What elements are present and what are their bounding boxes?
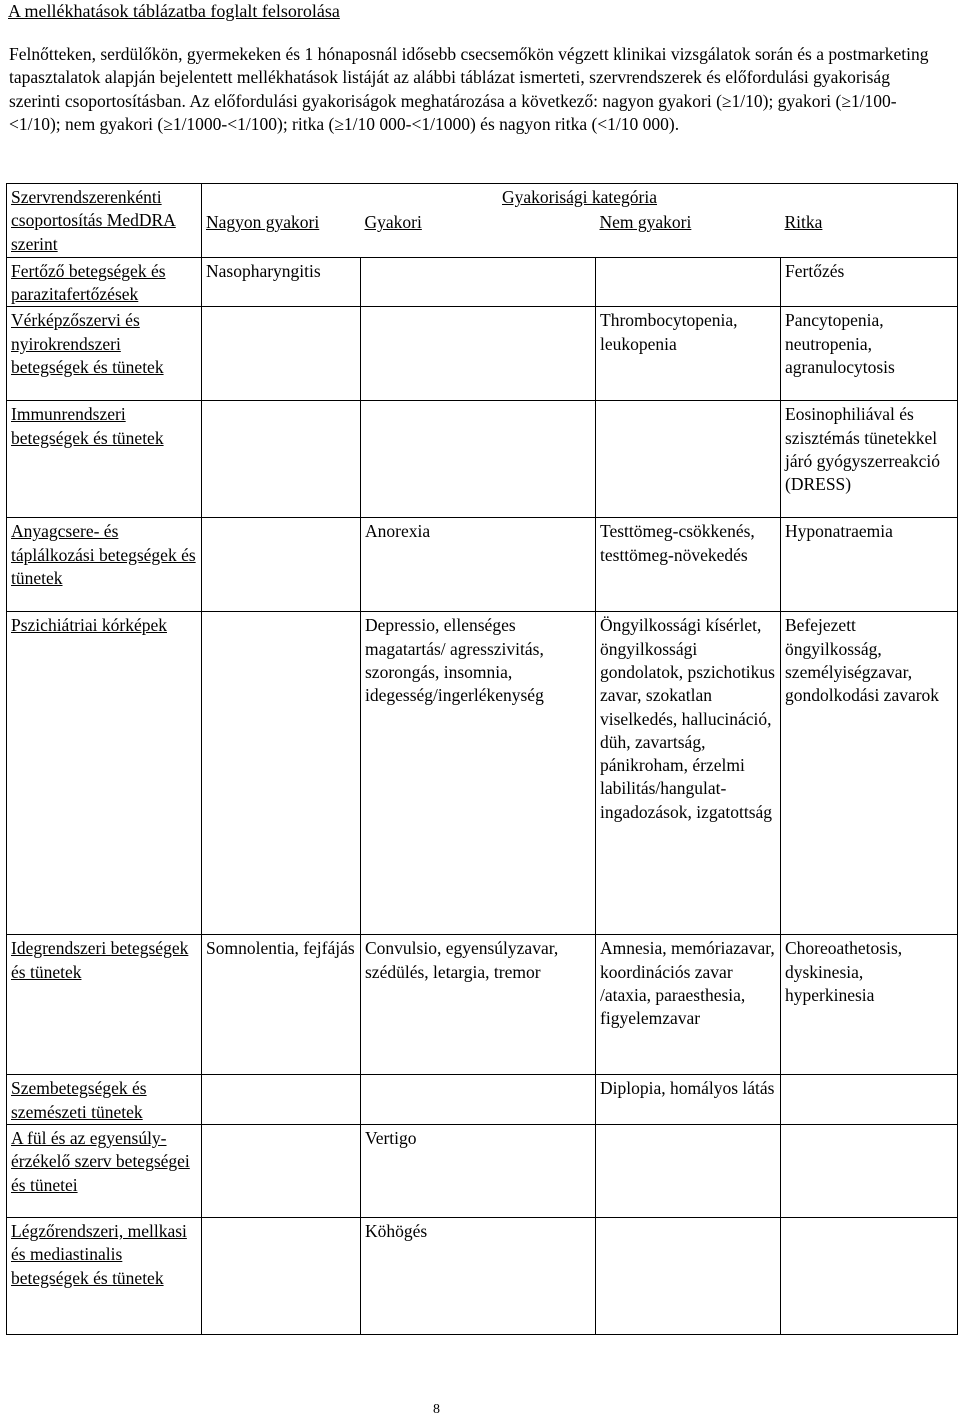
soc-cell: Szembetegségek és szemészeti tünetek [7, 1075, 202, 1125]
uncommon-cell: Öngyilkossági kísérlet, öngyilkossági gondolatok, pszichotikus zavar, szokatlan viselkedés, hallucináció, düh, zavartság, pánikroham, érzelmi labilitás/hangulat-ingadozások, izgatottság [596, 612, 781, 935]
adverse-reactions-table [6, 183, 958, 1335]
table-row [7, 307, 958, 401]
very-common-cell: Somnolentia, fejfájás [202, 935, 361, 1075]
uncommon-cell [596, 257, 781, 307]
uncommon-cell [596, 1217, 781, 1334]
table-row [7, 1217, 958, 1334]
soc-cell: Pszichiátriai kórképek [7, 612, 202, 935]
soc-cell: Anyagcsere- és táplálkozási betegségek és tünetek [7, 518, 202, 612]
column-header-common: Gyakori [364, 212, 422, 233]
soc-cell: A fül és az egyensúly-érzékelő szerv betegségei és tünetei [7, 1124, 202, 1217]
rare-cell: Eosinophiliával és szisztémás tünetekkel járó gyógyszerreakció (DRESS) [781, 401, 958, 518]
page-number: 8 [433, 1402, 440, 1417]
column-header-rare: Ritka [781, 209, 958, 257]
very-common-cell [202, 1075, 361, 1125]
very-common-cell [202, 401, 361, 518]
table-row [7, 257, 958, 307]
soc-column-header: Szervrendszerenkénti csoportosítás MedDRA szerint [7, 184, 202, 258]
uncommon-cell: Diplopia, homályos látás [596, 1075, 781, 1125]
very-common-cell [202, 307, 361, 401]
table-row [7, 1075, 958, 1125]
table-row [7, 518, 958, 612]
common-cell: Köhögés [361, 1217, 596, 1334]
column-header-uncommon: Nem gyakori [599, 212, 692, 233]
uncommon-cell [596, 401, 781, 518]
intro-paragraph: Felnőtteken, serdülőkön, gyermekeken és 1 hónaposnál idősebb csecsemőkön végzett klinikai vizsgálatok során és a postmarketing tapasztalatok alapján bejelentett mellékhatások listáját az alábbi táblázat ismerteti, szervrendszerek és előfordulási gyakoriság szerinti csoportosításban. Az előfordulási gyakoriságok meghatározása a következő: nagyon gyakori (≥1/10); gyakori (≥1/100-<1/10); nem gyakori (≥1/1000-<1/100); ritka (≥1/10 000-<1/1000) és nagyon ritka (<1/10 000). [9, 44, 929, 134]
soc-cell: Vérképzőszervi és nyirokrendszeri betegségek és tünetek [7, 307, 202, 401]
uncommon-cell: Thrombocytopenia, leukopenia [596, 307, 781, 401]
common-cell: Convulsio, egyensúlyzavar, szédülés, letargia, tremor [361, 935, 596, 1075]
rare-cell: Befejezett öngyilkosság, személyiségzavar, gondolkodási zavarok [781, 612, 958, 935]
soc-cell: Légzőrendszeri, mellkasi és mediastinalis betegségek és tünetek [7, 1217, 202, 1334]
very-common-cell [202, 1217, 361, 1334]
soc-cell: Immunrendszeri betegségek és tünetek [7, 401, 202, 518]
rare-cell: Pancytopenia, neutropenia, agranulocytosis [781, 307, 958, 401]
rare-cell: Hyponatraemia [781, 518, 958, 612]
table-header-row [7, 184, 958, 210]
uncommon-cell: Testtömeg-csökkenés, testtömeg-növekedés [596, 518, 781, 612]
very-common-cell [202, 518, 361, 612]
uncommon-cell: Amnesia, memóriazavar, koordinációs zavar /ataxia, paraesthesia, figyelemzavar [596, 935, 781, 1075]
very-common-cell: Nasopharyngitis [202, 257, 361, 307]
uncommon-cell [596, 1124, 781, 1217]
rare-cell [781, 1124, 958, 1217]
column-header-very-common: Nagyon gyakori [202, 209, 361, 257]
rare-cell: Fertőzés [781, 257, 958, 307]
soc-cell: Idegrendszeri betegségek és tünetek [7, 935, 202, 1075]
common-cell: Depressio, ellenséges magatartás/ agresszivitás, szorongás, insomnia, idegesség/ingerlékenység [361, 612, 596, 935]
very-common-cell [202, 1124, 361, 1217]
common-cell [361, 257, 596, 307]
common-cell: Anorexia [361, 518, 596, 612]
table-row [7, 401, 958, 518]
table-row [7, 612, 958, 935]
common-cell [361, 1075, 596, 1125]
rare-cell [781, 1217, 958, 1334]
common-cell: Vertigo [361, 1124, 596, 1217]
rare-cell: Choreoathetosis, dyskinesia, hyperkinesia [781, 935, 958, 1075]
common-cell [361, 401, 596, 518]
soc-cell: Fertőző betegségek és parazitafertőzések [7, 257, 202, 307]
rare-cell [781, 1075, 958, 1125]
very-common-cell [202, 612, 361, 935]
table-row [7, 935, 958, 1075]
frequency-category-header: Gyakorisági kategória [202, 184, 958, 210]
common-cell [361, 307, 596, 401]
table-row [7, 1124, 958, 1217]
section-heading: A mellékhatások táblázatba foglalt felsorolása [8, 1, 340, 21]
